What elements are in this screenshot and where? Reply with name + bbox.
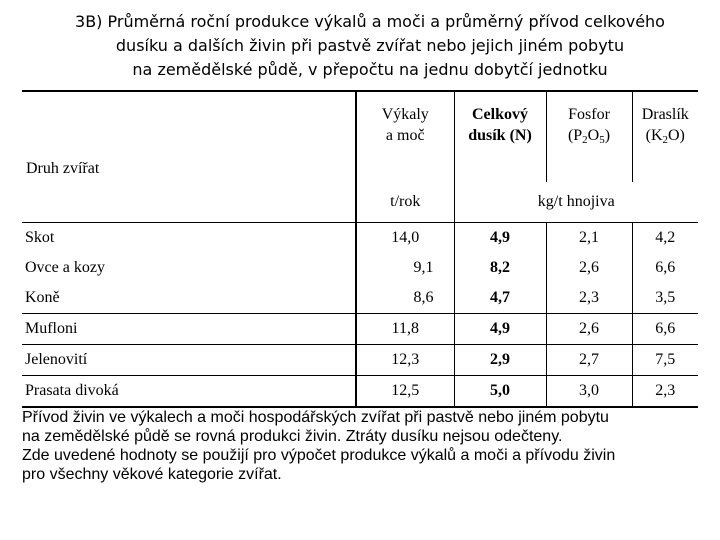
nutrient-table [22, 90, 698, 408]
header-nitrogen: Celkový dusík (N) [454, 91, 546, 182]
value-phosphorus: 2,6 [546, 253, 632, 283]
table-header-row [22, 91, 698, 182]
value-nitrogen: 2,9 [454, 345, 546, 376]
value-nitrogen: 4,7 [454, 283, 546, 314]
animal-name: Prasata divoká [22, 376, 356, 408]
value-potassium: 6,6 [632, 314, 698, 345]
unit-nutrients: kg/t hnojiva [454, 182, 698, 223]
value-nitrogen: 8,2 [454, 253, 546, 283]
value-potassium: 4,2 [632, 223, 698, 254]
table-row [22, 345, 698, 376]
value-nitrogen: 4,9 [454, 314, 546, 345]
value-phosphorus: 2,6 [546, 314, 632, 345]
note-line-2: na zemědělské půdě se rovná produkci živin. Ztráty dusíku nejsou odečteny. [22, 428, 563, 445]
header-animal-kind: Druh zvířat [22, 91, 356, 223]
value-phosphorus: 2,3 [546, 283, 632, 314]
table-row [22, 223, 698, 254]
value-potassium: 2,3 [632, 376, 698, 408]
header-phosphorus: Fosfor $(P_2O_5)$ [546, 91, 632, 182]
value-potassium: 7,5 [632, 345, 698, 376]
value-potassium: 3,5 [632, 283, 698, 314]
value-potassium: 6,6 [632, 253, 698, 283]
animal-name: Ovce a kozy [25, 259, 105, 276]
value-feces: 12,5 [356, 376, 454, 408]
value-nitrogen: 5,0 [454, 376, 546, 408]
table-row [22, 283, 698, 314]
value-phosphorus: 3,0 [546, 376, 632, 408]
unit-feces: t/rok [356, 182, 454, 223]
animal-name: Mufloni [22, 314, 356, 345]
value-feces: 14,0 [356, 223, 454, 254]
value-phosphorus: 2,1 [546, 223, 632, 254]
table-row [22, 314, 698, 345]
value-feces: 9,1 [356, 253, 454, 283]
animal-name: Koně [22, 283, 356, 314]
animal-name: Jelenovití [22, 345, 356, 376]
header-potassium: Draslík $(K_2O)$ [632, 91, 698, 182]
note-line-1: Přívod živin ve výkalech a moči hospodářských zvířat při pastvě nebo jiném pobytu [22, 409, 609, 426]
title-line-2: dusíku a dalších živin při pastvě zvířat nebo jejich jiném pobytu [115, 36, 625, 55]
value-feces: 12,3 [356, 345, 454, 376]
note-line-3: Zde uvedené hodnoty se použijí pro výpočet produkce výkalů a moči a přívodu živin [22, 447, 616, 464]
header-feces: Výkaly a moč [356, 91, 454, 182]
footnote [22, 408, 712, 484]
page-title [40, 10, 700, 82]
value-phosphorus: 2,7 [546, 345, 632, 376]
note-line-4: pro všechny věkové kategorie zvířat. [22, 466, 282, 483]
value-nitrogen: 4,9 [454, 223, 546, 254]
table-row [22, 253, 698, 283]
value-feces: 8,6 [356, 283, 454, 314]
title-line-1: 3B) Průměrná roční produkce výkalů a moči a průměrný přívod celkového [75, 12, 665, 31]
table-row [22, 376, 698, 408]
value-feces: 11,8 [356, 314, 454, 345]
animal-name: Skot [25, 229, 55, 246]
title-line-3: na zemědělské půdě, v přepočtu na jednu dobytčí jednotku [132, 60, 608, 79]
